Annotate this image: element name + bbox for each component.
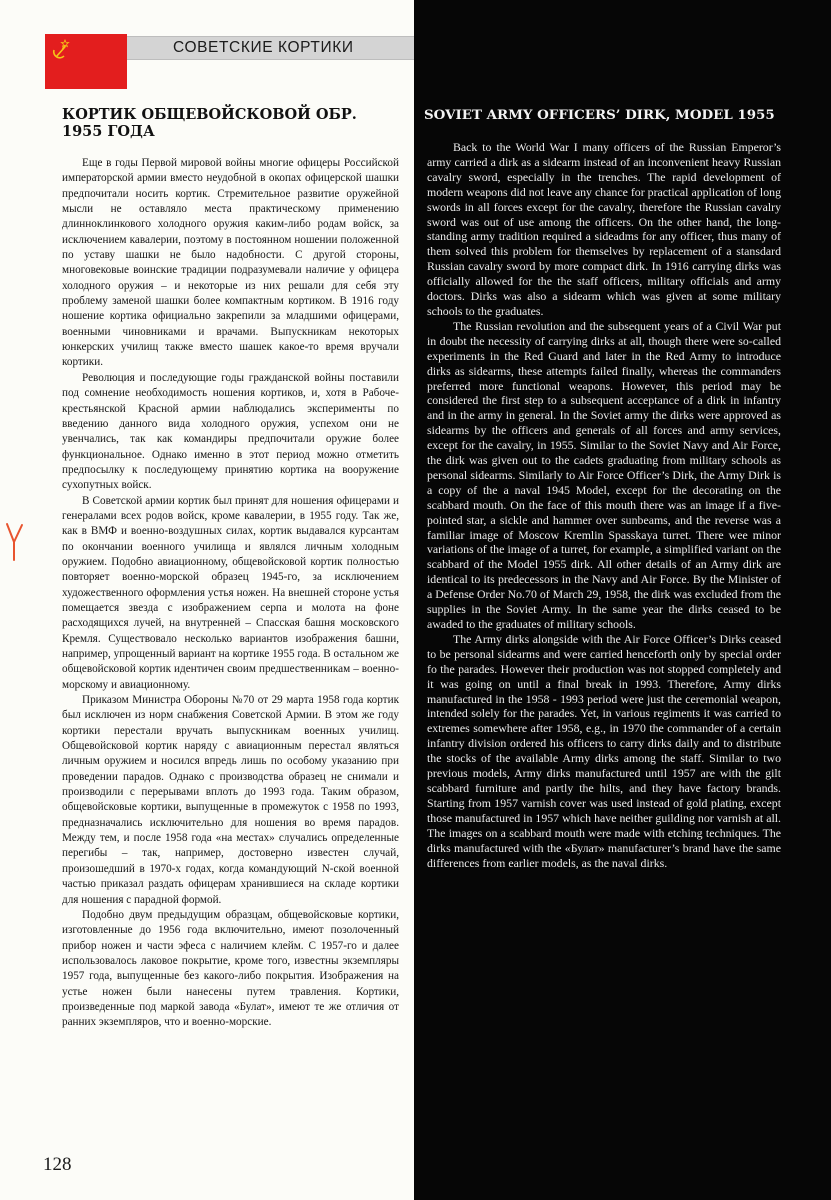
paragraph: Back to the World War I many officers of the Russian Emperor’s army carried a dirk as a sidearm instead of an inconvenient heavy Russian cavalry sword, especially in the trenches. The rapid development of modern weapons did not leave any chance for practical application of long swords in all forces except for the cavalry, therefore the Russian cavalry sword was out of use among the officers. On the other hand, the long-standing army tradition required a sideadms for any officer, thus many of them solved this problem for themselves by replacement of a stansdard Russian cavalry sword by more compact dirk. In 1916 carrying dirks was officially allowed for the the staff officers, military officials and army doctors. Dirks was also a sidearm which was given at some military schools to the graduates. <box>427 140 781 318</box>
article-body-russian <box>62 156 399 1031</box>
hammer-and-sickle-icon <box>50 39 72 61</box>
paragraph: The Army dirks alongside with the Air Force Officer’s Dirks ceased to be personal sidearms and were carried henceforth only by special order fo the parades. However their production was not stopped completely and it was going on until a final break in 1993. Therefore, Army dirks manufactured in the 1958 - 1993 period were just the ceremonial weapon, intended solely for the parades. Yet, in various regiments it was carried to extremes somewhere after 1958, e.g., in 1970 the commander of a certain infantry division ordered his officers to carry dirks daily and to distribute the stocks of the available Army dirks among the staff. Similar to two previous models, Army dirks manufactured until 1957 are with the gilt scabbard furniture and partly the hilts, and they have factory brands. Starting from 1957 varnish cover was used instead of gold plating, except those manufactured in 1957 which have neither guilding nor varnish at all. The images on a scabbard mouth were made with etching techniques. The dirks manufactured with the «Булат» manufacturer’s brand have the same differences from earlier models, as the naval dirks. <box>427 631 781 870</box>
section-title: СОВЕТСКИЕ КОРТИКИ <box>173 39 354 56</box>
section-header <box>127 36 414 60</box>
paragraph: Подобно двум предыдущим образцам, общевойсковые кортики, изготовленные до 1956 года включительно, имеют позолоченный прибор ножен и части эфеса с наличием клейм. С 1957-го и далее использовалось лаковое покрытие, кроме того, известны экземпляры 1957 года, выпущенные без какого-либо покрытия. Изображения на устье ножен были нанесены путем травления. Кортики, произведенные под маркой завода «Булат», имеют те же отличия от ранних экземпляров, что и военно-морские. <box>62 908 399 1029</box>
article-title-english: SOVIET ARMY OFFICERS’ DIRK, MODEL 1955 <box>424 107 775 123</box>
paragraph: Революция и последующие годы гражданской войны поставили под сомнение необходимость ношения кортиков, и, хотя в Рабоче-крестьянской Красной армии наблюдались эксперименты по введению данного вида холодного оружия, успехом они не увенчались, так как командиры предпочитали оружие более функциональное. Однако именно в этот период можно отметить предпосылку к последующему принятию кортика на вооружение сухопутных войск. <box>62 371 399 492</box>
paragraph: Еще в годы Первой мировой войны многие офицеры Российской императорской армии вместо неудобной в окопах офицерской шашки предпочитали носить кортик. Стремительное развитие оружейной мысли не оставляло места практическому применению длинноклинкового холодного оружия каким-либо родам войск, за исключением кавалерии, поэтому в постоянном ношении положенной по уставу шашки не было надобности. С другой стороны, многовековые воинские традиции подразумевали наличие у офицера холодного оружия – и некоторые из них решали для себя эту проблему заменой шашки более компактным кортиком. В 1916 году ношение кортика официально закрепили за младшими офицерами, военными чиновниками и врачами. Выпускникам некоторых юнкерских училищ также вместо шашек какое-то время вручали кортики. <box>62 157 399 369</box>
handwritten-margin-mark <box>4 522 26 562</box>
paragraph: Приказом Министра Обороны №70 от 29 марта 1958 года кортик был исключен из норм снабжения Советской Армии. В этом же году кортики перестали вручать выпускникам военных училищ. Общевойсковой кортик наряду с авиационным перестал являться личным оружием и носился впредь лишь по особому указанию при проведении парадов. Однако с производства образец не снимали и производили с перерывами вплоть до 1993 года. Таким образом, общевойсковые кортики, выпущенные в промежуток с 1958 по 1993, предназначались исключительно для ношения во время парадов. Между тем, и после 1958 года «на местах» случались определенные перегибы – так, например, достоверно известен случай, произошедший в 1970-х годах, когда командующий N-ской военной частью приказал раздать офицерам хранившиеся на складе кортики для ношения с парадной формой. <box>62 694 399 906</box>
article-title-russian: КОРТИК ОБЩЕВОЙСКОВОЙ ОБР. 1955 ГОДА <box>62 106 357 140</box>
paragraph: The Russian revolution and the subsequent years of a Civil War put in doubt the necessity of carrying dirks at all, though there were so-called experiments in the Red Guard and later in the Red Army to introduce dirks as sidearms, these attempts failed finally, whereas the commanders preferred more functional weapons. However, this period may be considered the first step to a subsequent acceptance of a dirk in infantry and in the army in general. In the Soviet army the dirks were approved as sidearms by the officers and generals of all forces and army services, except for the cavalry, in 1955. Similar to the Soviet Navy and Air Force, the dirk was given out to the cadets graduating from military schools as personal sidearms. Similarly to Air Force Officer’s Dirk, the Army Dirk is a copy of the a naval 1945 Model, except for the decorating on the scabbard mouth. On the face of this mouth there was an image if a five-pointed star, a sickle and hammer over sunbeams, and the reverse was a familiar image of Moscow Kremlin Spasskaya turret. There wee minor variations of the image of a turret, for example, a simplified variant on the scabbard of the Model 1955 dirk. All other details of an Army dirk are identical to its predecessors in the Navy and Air Force. By the Minister of a Defense Order No.70 of March 29, 1958, the dirk was excluded from the supplies in the Soviet Army. In the same year the dirks ceased to be awaded to the graduates of military schools. <box>427 318 781 631</box>
paragraph: В Советской армии кортик был принят для ношения офицерами и генералами всех родов войск, кроме кавалерии, в 1955 году. Так же, как в ВМФ и военно-воздушных силах, кортик выдавался курсантам по окончании военного училища и являлся личным холодным оружием. Подобно авиационному, общевойсковой кортик полностью повторяет военно-морской образец 1945-го, за исключением художественного оформления устья ножен. На внешней стороне устья помещается звезда с изображением серпа и молота на фоне расходящихся лучей, на внутренней – Спасская башня московского Кремля. Существовало несколько вариантов изображения башни, например, упрощенный вариант на кортике 1955 года. В остальном же общевойсковой кортик идентичен своим предшественникам – военно-морскому и авиационному. <box>62 494 399 691</box>
soviet-flag-icon <box>45 34 127 89</box>
article-body-english <box>427 140 781 870</box>
page-number: 128 <box>43 1154 72 1175</box>
